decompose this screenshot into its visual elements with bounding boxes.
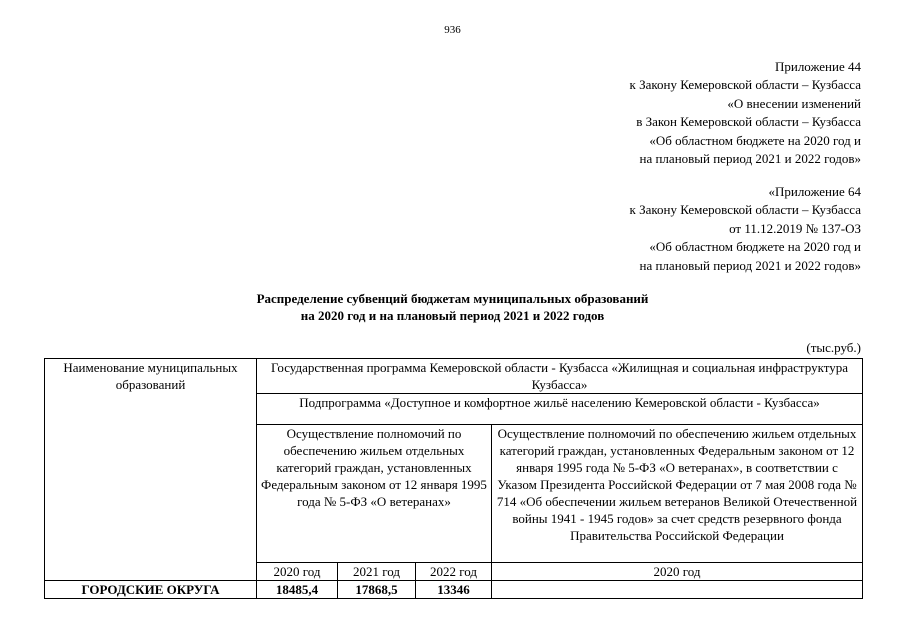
value-2022: 13346: [416, 581, 492, 599]
appendix-line: от 11.12.2019 № 137-ОЗ: [729, 220, 861, 236]
value-2021: 17868,5: [338, 581, 416, 599]
appendix-line: «Об областном бюджете на 2020 год и: [649, 132, 861, 148]
title-line-2: на 2020 год и на плановый период 2021 и 2022 годов: [300, 308, 605, 323]
year-2022-header: 2022 год: [416, 563, 492, 581]
appendix-line: «О внесении изменений: [727, 95, 861, 111]
row-name: ГОРОДСКИЕ ОКРУГА: [45, 581, 257, 599]
document-title: [0, 290, 905, 324]
year-2020-header: 2020 год: [257, 563, 338, 581]
appendix-line: «Приложение 64: [768, 184, 861, 199]
value-2020: 18485,4: [257, 581, 338, 599]
appendix-line: на плановый период 2021 и 2022 годов»: [639, 257, 861, 273]
value-2020b: [492, 581, 863, 599]
subventions-table: [44, 358, 863, 599]
subprogram-header: Подпрограмма «Доступное и комфортное жильё населению Кемеровской области - Кузбасса»: [257, 394, 863, 425]
appendix-line: в Закон Кемеровской области – Кузбасса: [636, 114, 861, 130]
appendix-64-block: [630, 183, 862, 275]
table-row: [45, 581, 863, 599]
year-2020b-header: 2020 год: [492, 563, 863, 581]
program-row: [45, 359, 863, 394]
program-header: Государственная программа Кемеровской области - Кузбасса «Жилищная и социальная инфраструктура Кузбасса»: [257, 359, 863, 394]
year-2021-header: 2021 год: [338, 563, 416, 581]
appendix-line: «Об областном бюджете на 2020 год и: [649, 239, 861, 255]
col-name-header: Наименование муниципальных образований: [45, 359, 257, 581]
appendix-44-block: [630, 58, 862, 168]
appendix-line: к Закону Кемеровской области – Кузбасса: [629, 202, 861, 218]
title-line-1: Распределение субвенций бюджетам муниципальных образований: [256, 291, 649, 306]
appendix-line: на плановый период 2021 и 2022 годов»: [639, 151, 861, 167]
measure1-header: Осуществление полномочий по обеспечению жильем отдельных категорий граждан, установленных Федеральным законом от 12 января 1995 года № 5-ФЗ «О ветеранах»: [257, 425, 492, 563]
units-label: (тыс.руб.): [806, 340, 861, 355]
measure2-header: Осуществление полномочий по обеспечению жильем отдельных категорий граждан, установленных Федеральным законом от 12 января 1995 года № 5-ФЗ «О ветеранах», в соответствии с Указом Президента Российской Федерации от 7 мая 2008 года № 714 «Об обеспечении жильем ветеранов Великой Отечественной войны 1941 - 1945 годов» за счет средств резервного фонда Правительства Российской Федерации: [492, 425, 863, 563]
appendix-line: к Закону Кемеровской области – Кузбасса: [629, 77, 861, 93]
appendix-line: Приложение 44: [774, 59, 861, 74]
page-number: 936: [444, 24, 461, 36]
